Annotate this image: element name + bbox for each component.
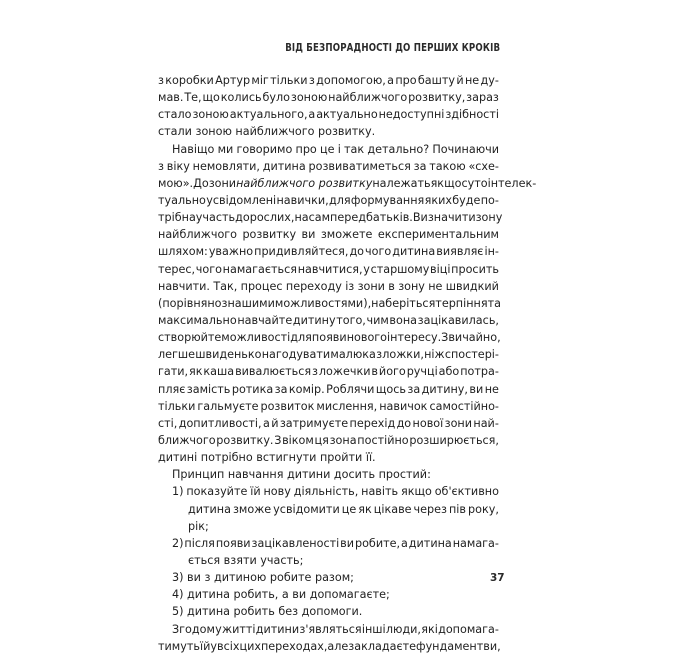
word: замість	[186, 382, 231, 396]
word: розвиватиметься	[308, 159, 411, 173]
word: як	[189, 365, 203, 379]
word: об'єктивно	[434, 485, 499, 499]
word: Роблячи	[326, 382, 375, 396]
word: а	[308, 108, 316, 122]
word: а	[401, 536, 408, 550]
word: гальмуєте	[197, 399, 259, 413]
word: 1)	[172, 485, 184, 499]
word: зоною	[192, 108, 229, 122]
word: ви	[469, 382, 484, 396]
word: малюка	[330, 348, 376, 362]
word: зараз	[466, 91, 499, 105]
word: зона	[329, 433, 357, 447]
word: інтересу.	[387, 331, 442, 345]
word: перехід	[349, 416, 396, 430]
text-line	[158, 398, 499, 415]
word: спостері-	[444, 348, 499, 362]
text-line	[158, 535, 499, 552]
word: віку	[166, 159, 190, 173]
word: дитину	[292, 313, 336, 327]
word: дитині потрібно встигнути пройти її.	[158, 451, 376, 465]
word: тимуть	[158, 639, 200, 653]
word: мав.	[158, 91, 184, 105]
word: міг	[251, 74, 269, 87]
word: за	[274, 382, 288, 396]
text-line	[158, 72, 499, 89]
text-line	[158, 621, 499, 638]
word: віці	[430, 262, 451, 276]
word: у	[363, 262, 370, 276]
word: уважно	[208, 245, 254, 259]
word: придивляйтеся,	[254, 245, 349, 259]
text-line	[158, 141, 499, 158]
word: так	[344, 142, 365, 156]
word: пляє	[158, 382, 186, 396]
word: а	[387, 74, 395, 87]
text-line	[158, 295, 499, 312]
word: з	[376, 348, 383, 362]
word: й	[456, 74, 464, 87]
page-number: 37	[490, 572, 505, 584]
word: всіх	[216, 639, 240, 653]
word: вивалюється	[235, 365, 312, 379]
word: Так,	[213, 279, 238, 293]
word: належать	[372, 176, 431, 190]
word: показуйте	[186, 485, 248, 499]
word: старшому	[370, 262, 430, 276]
word: дитина	[188, 502, 231, 516]
word: сті,	[158, 416, 178, 430]
text-line	[158, 209, 503, 226]
word: їй	[199, 639, 211, 653]
word: нашими	[227, 296, 275, 310]
word: в	[388, 279, 395, 293]
word: це	[319, 142, 335, 156]
word: намага-	[452, 536, 499, 550]
word: дорослих,	[235, 211, 295, 225]
word: ється взяти участь;	[188, 553, 304, 567]
text-line	[158, 329, 499, 346]
word: шляхом:	[158, 245, 208, 259]
text-line	[158, 106, 499, 123]
word: ми	[217, 142, 234, 156]
word: З	[274, 433, 282, 447]
word: ви	[301, 228, 316, 242]
word: найближчого розвитку	[236, 176, 373, 190]
word: навіть	[361, 485, 399, 499]
text-line	[158, 518, 499, 535]
word: ця	[314, 433, 329, 447]
word: пів	[448, 502, 467, 516]
word: або	[438, 365, 460, 379]
word: намагається	[222, 262, 297, 276]
word: розвитку	[242, 228, 297, 242]
word: з	[158, 74, 164, 87]
word: чого	[195, 262, 222, 276]
word: трібна	[158, 211, 196, 225]
word: появи	[215, 536, 251, 550]
word: було	[262, 91, 290, 105]
word: року,	[468, 502, 499, 516]
word: дитини	[255, 622, 300, 636]
word: з	[308, 74, 315, 87]
word: з	[221, 296, 228, 310]
word: недоступні	[378, 108, 445, 122]
word: переходах,	[260, 639, 328, 653]
word: Навіщо	[172, 142, 215, 156]
word: не	[464, 74, 480, 87]
word: до	[396, 416, 412, 430]
text-line	[158, 261, 499, 278]
word: якщо	[430, 176, 462, 190]
word: діяльність,	[293, 485, 359, 499]
word: з'являться	[299, 622, 362, 636]
word: здібності	[445, 108, 499, 122]
word: немовляти,	[192, 159, 260, 173]
text-line	[158, 312, 499, 329]
word: що	[202, 91, 220, 105]
running-header: ВІД БЕЗПОРАДНОСТІ ДО ПЕРШИХ КРОКІВ	[285, 42, 500, 54]
word: а	[262, 416, 270, 430]
text-line	[158, 603, 499, 620]
word: суто	[461, 176, 488, 190]
word: усвідомлені	[206, 193, 277, 207]
word: переходу	[285, 279, 342, 293]
word: каша	[203, 365, 235, 379]
text-line	[158, 569, 499, 586]
text-line	[158, 278, 499, 295]
word: Те,	[184, 91, 202, 105]
word: розвитку,	[408, 91, 466, 105]
word: такою	[429, 159, 466, 173]
word: дитина	[392, 245, 436, 259]
text-line	[158, 552, 499, 569]
text-line	[158, 243, 499, 260]
word: участь	[195, 211, 236, 225]
text-line	[158, 192, 499, 209]
word: люди,	[385, 622, 421, 636]
word: зацікавилась,	[417, 313, 499, 327]
word: цих	[239, 639, 261, 653]
word: навички,	[276, 193, 329, 207]
word: розширюється,	[409, 433, 499, 447]
word: 3) ви з дитиною робите разом;	[172, 571, 354, 585]
word: нагодувати	[261, 348, 331, 362]
word: наберіться	[371, 296, 436, 310]
word: туально	[158, 193, 206, 207]
word: башту	[417, 74, 456, 87]
word: появи	[311, 331, 347, 345]
word: робите,	[354, 536, 401, 550]
word: за	[407, 382, 421, 396]
word: інші	[361, 622, 386, 636]
word: навичок	[379, 399, 428, 413]
word: чого	[365, 245, 392, 259]
word: ніж	[424, 348, 445, 362]
word: тільки	[158, 399, 196, 413]
word: актуально	[316, 108, 378, 122]
word: мою».	[158, 176, 194, 190]
body-text	[158, 72, 537, 655]
word: Згодом	[172, 622, 215, 636]
word: зону	[398, 279, 425, 293]
word: яких	[424, 193, 452, 207]
word: для	[290, 331, 312, 345]
word: зони	[444, 416, 473, 430]
word: затримуєте	[279, 416, 349, 430]
word: дитину,	[421, 382, 468, 396]
word: фундамент	[416, 639, 484, 653]
word: у	[215, 622, 222, 636]
word: найближчого	[158, 228, 238, 242]
word: потра-	[460, 365, 499, 379]
text-line	[158, 123, 499, 140]
word: постійно	[357, 433, 409, 447]
word: цікаве	[373, 502, 412, 516]
word: тільки	[270, 74, 308, 87]
word: нової	[412, 416, 444, 430]
word: в	[371, 365, 378, 379]
word: стало	[158, 108, 192, 122]
word: того,	[336, 313, 366, 327]
word: швидкий	[445, 279, 499, 293]
word: До	[193, 176, 209, 190]
word: детально?	[367, 142, 430, 156]
text-line	[158, 363, 499, 380]
word: якщо	[400, 485, 432, 499]
text-line	[158, 432, 499, 449]
word: Принцип навчання дитини досить простий:	[172, 468, 431, 482]
word: експериментальним	[377, 228, 499, 242]
word: ложки,	[382, 348, 424, 362]
word: актуального,	[229, 108, 308, 122]
word: за	[413, 159, 427, 173]
word: 2)	[172, 536, 184, 550]
word: Визначити	[412, 211, 476, 225]
word: усвідомити	[273, 502, 340, 516]
word: інтелек-	[487, 176, 537, 190]
word: житті	[222, 622, 256, 636]
word: процес	[240, 279, 283, 293]
word: у	[210, 639, 217, 653]
word: ротика	[231, 382, 274, 396]
word: які	[421, 622, 438, 636]
word: з	[158, 159, 164, 173]
word: навчитися,	[297, 262, 363, 276]
word: після	[184, 536, 215, 550]
word: Звичайно,	[441, 331, 501, 345]
word: рік;	[188, 519, 209, 533]
word: із	[345, 279, 355, 293]
word: зоною	[290, 91, 328, 105]
word: 4) дитина робить, а ви допомагаєте;	[172, 588, 390, 602]
word: насамперед	[294, 211, 366, 225]
word: дитина	[262, 159, 306, 173]
word: по-	[480, 193, 499, 207]
word: гати,	[158, 365, 189, 379]
word: не	[428, 279, 443, 293]
text-line	[158, 586, 499, 603]
word: стали зоною найближчого розвитку.	[158, 125, 376, 139]
word: швиденько	[195, 348, 262, 362]
word: для	[328, 193, 351, 207]
word: створюйте	[158, 331, 222, 345]
text-line	[158, 89, 499, 106]
word: можливості	[221, 331, 291, 345]
word: та	[487, 296, 501, 310]
word: терпіння	[435, 296, 488, 310]
word: з	[312, 365, 318, 379]
word: найближчого	[328, 91, 408, 105]
word: про	[295, 142, 317, 156]
word: Артур	[215, 74, 251, 87]
word: Починаючи	[432, 142, 499, 156]
word: це	[341, 502, 357, 516]
word: можливостями),	[274, 296, 372, 310]
word: говоримо	[236, 142, 293, 156]
word: буде	[452, 193, 481, 207]
word: через	[413, 502, 447, 516]
word: нову	[263, 485, 291, 499]
word: ложечки	[318, 365, 371, 379]
word: (порівняно	[158, 296, 222, 310]
text-line	[158, 175, 537, 192]
word: про	[395, 74, 417, 87]
word: як	[358, 502, 372, 516]
text-line	[158, 501, 499, 518]
text-line	[158, 466, 499, 483]
word: ви,	[483, 639, 501, 653]
word: колись	[220, 91, 262, 105]
word: не	[484, 382, 499, 396]
word: допомогою,	[316, 74, 386, 87]
text-line	[158, 158, 499, 175]
text-line	[158, 638, 499, 655]
word: ви	[340, 536, 355, 550]
word: до	[349, 245, 365, 259]
word: зможете	[320, 228, 373, 242]
word: закладаєте	[348, 639, 416, 653]
word: і	[337, 142, 341, 156]
word: коробки	[165, 74, 214, 87]
text-line	[158, 381, 499, 398]
word: зможе	[232, 502, 272, 516]
word: максимально	[158, 313, 237, 327]
word: просить	[451, 262, 499, 276]
word: ближчого	[158, 433, 216, 447]
word: щось	[375, 382, 406, 396]
word: нового	[346, 331, 388, 345]
word: батьків.	[365, 211, 413, 225]
word: терес,	[158, 262, 196, 276]
word: ду-	[480, 74, 499, 87]
word: самостійно-	[429, 399, 499, 413]
word: віком	[282, 433, 314, 447]
word: ін-	[484, 245, 499, 259]
text-line	[158, 449, 499, 466]
word: 5) дитина робить без допомоги.	[172, 605, 363, 619]
text-line	[158, 346, 499, 363]
word: зони	[357, 279, 385, 293]
word: навчайте	[237, 313, 293, 327]
word: чим	[366, 313, 389, 327]
word: навчити.	[158, 279, 210, 293]
word: допомага-	[438, 622, 499, 636]
word: виявляє	[436, 245, 484, 259]
word: комір.	[288, 382, 325, 396]
word: зону	[475, 211, 503, 225]
word: але	[327, 639, 349, 653]
word: розвитку.	[216, 433, 274, 447]
word: легше	[158, 348, 196, 362]
word: вона	[389, 313, 418, 327]
word: їй	[250, 485, 261, 499]
word: дитина	[408, 536, 452, 550]
text-line	[158, 483, 499, 500]
word: най-	[473, 416, 499, 430]
word: розвиток	[260, 399, 315, 413]
word: «схе-	[468, 159, 499, 173]
word: його	[378, 365, 406, 379]
word: зони	[208, 176, 237, 190]
word: ручці	[406, 365, 438, 379]
word: зацікавленості	[251, 536, 340, 550]
word: допитливості,	[178, 416, 262, 430]
word: формування	[350, 193, 425, 207]
word: й	[271, 416, 279, 430]
word: мислення,	[316, 399, 378, 413]
text-line	[158, 226, 499, 243]
text-line	[158, 415, 499, 432]
